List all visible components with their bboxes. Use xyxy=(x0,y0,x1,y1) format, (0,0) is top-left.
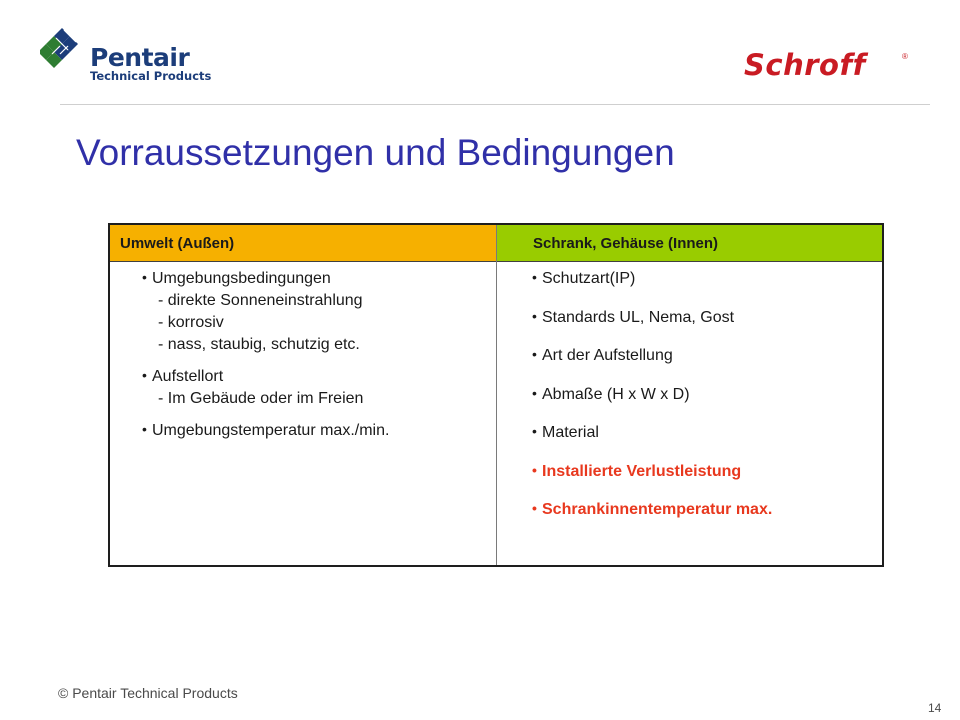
bullet-icon: • xyxy=(532,346,537,362)
header-divider xyxy=(60,104,930,105)
bullet-icon: • xyxy=(142,269,147,285)
environment-column-header: Umwelt (Außen) xyxy=(110,225,496,262)
list-subitem: - direkte Sonneneinstrahlung xyxy=(158,292,363,309)
list-item-label: Installierte Verlustleistung xyxy=(542,462,742,480)
footer-copyright: © Pentair Technical Products xyxy=(58,685,238,701)
bullet-icon: • xyxy=(142,421,147,437)
pentair-diamond-icon xyxy=(40,22,86,78)
conditions-table xyxy=(108,223,884,567)
list-item xyxy=(140,420,490,442)
list-item xyxy=(530,307,880,346)
environment-list xyxy=(140,268,490,452)
page-number: 14 xyxy=(928,701,942,715)
pentair-logo xyxy=(40,22,230,82)
list-item-label: Aufstellort xyxy=(152,368,224,385)
schroff-logo xyxy=(744,48,908,82)
list-item xyxy=(530,384,880,423)
list-item-label: Material xyxy=(542,424,599,441)
list-item-label: Umgebungstemperatur max./min. xyxy=(152,422,390,439)
list-item-label: Standards UL, Nema, Gost xyxy=(542,308,735,326)
bullet-icon: • xyxy=(532,269,537,285)
pentair-subtitle: Technical Products xyxy=(90,69,212,83)
list-item-label: Umgebungsbedingungen xyxy=(152,270,331,287)
registered-mark: ® xyxy=(902,52,908,61)
list-subitem: - nass, staubig, schutzig etc. xyxy=(158,336,360,353)
cabinet-column-header: Schrank, Gehäuse (Innen) xyxy=(497,225,882,262)
cabinet-list xyxy=(530,268,880,538)
list-item xyxy=(530,268,880,307)
list-subitem: - Im Gebäude oder im Freien xyxy=(158,390,364,407)
list-item-highlighted xyxy=(530,499,880,538)
list-item-label: Schutzart(IP) xyxy=(542,270,636,287)
bullet-icon: • xyxy=(532,384,537,401)
list-subitem: - korrosiv xyxy=(158,314,224,331)
list-item xyxy=(530,422,880,461)
list-item-label: Abmaße (H x W x D) xyxy=(542,385,690,403)
bullet-icon: • xyxy=(142,367,147,383)
bullet-icon: • xyxy=(532,461,537,478)
list-item xyxy=(140,366,490,410)
pentair-wordmark: Pentair xyxy=(90,43,190,72)
list-item-label: Schrankinnentemperatur max. xyxy=(542,501,773,518)
bullet-icon: • xyxy=(532,500,537,516)
list-item-highlighted xyxy=(530,461,880,500)
bullet-icon: • xyxy=(532,307,537,324)
bullet-icon: • xyxy=(532,423,537,439)
list-item-label: Art der Aufstellung xyxy=(542,347,673,364)
column-divider xyxy=(496,225,497,565)
page-title: Vorraussetzungen und Bedingungen xyxy=(76,132,675,173)
list-item xyxy=(530,345,880,384)
list-item xyxy=(140,268,490,356)
schroff-wordmark: Schroff xyxy=(744,48,866,82)
